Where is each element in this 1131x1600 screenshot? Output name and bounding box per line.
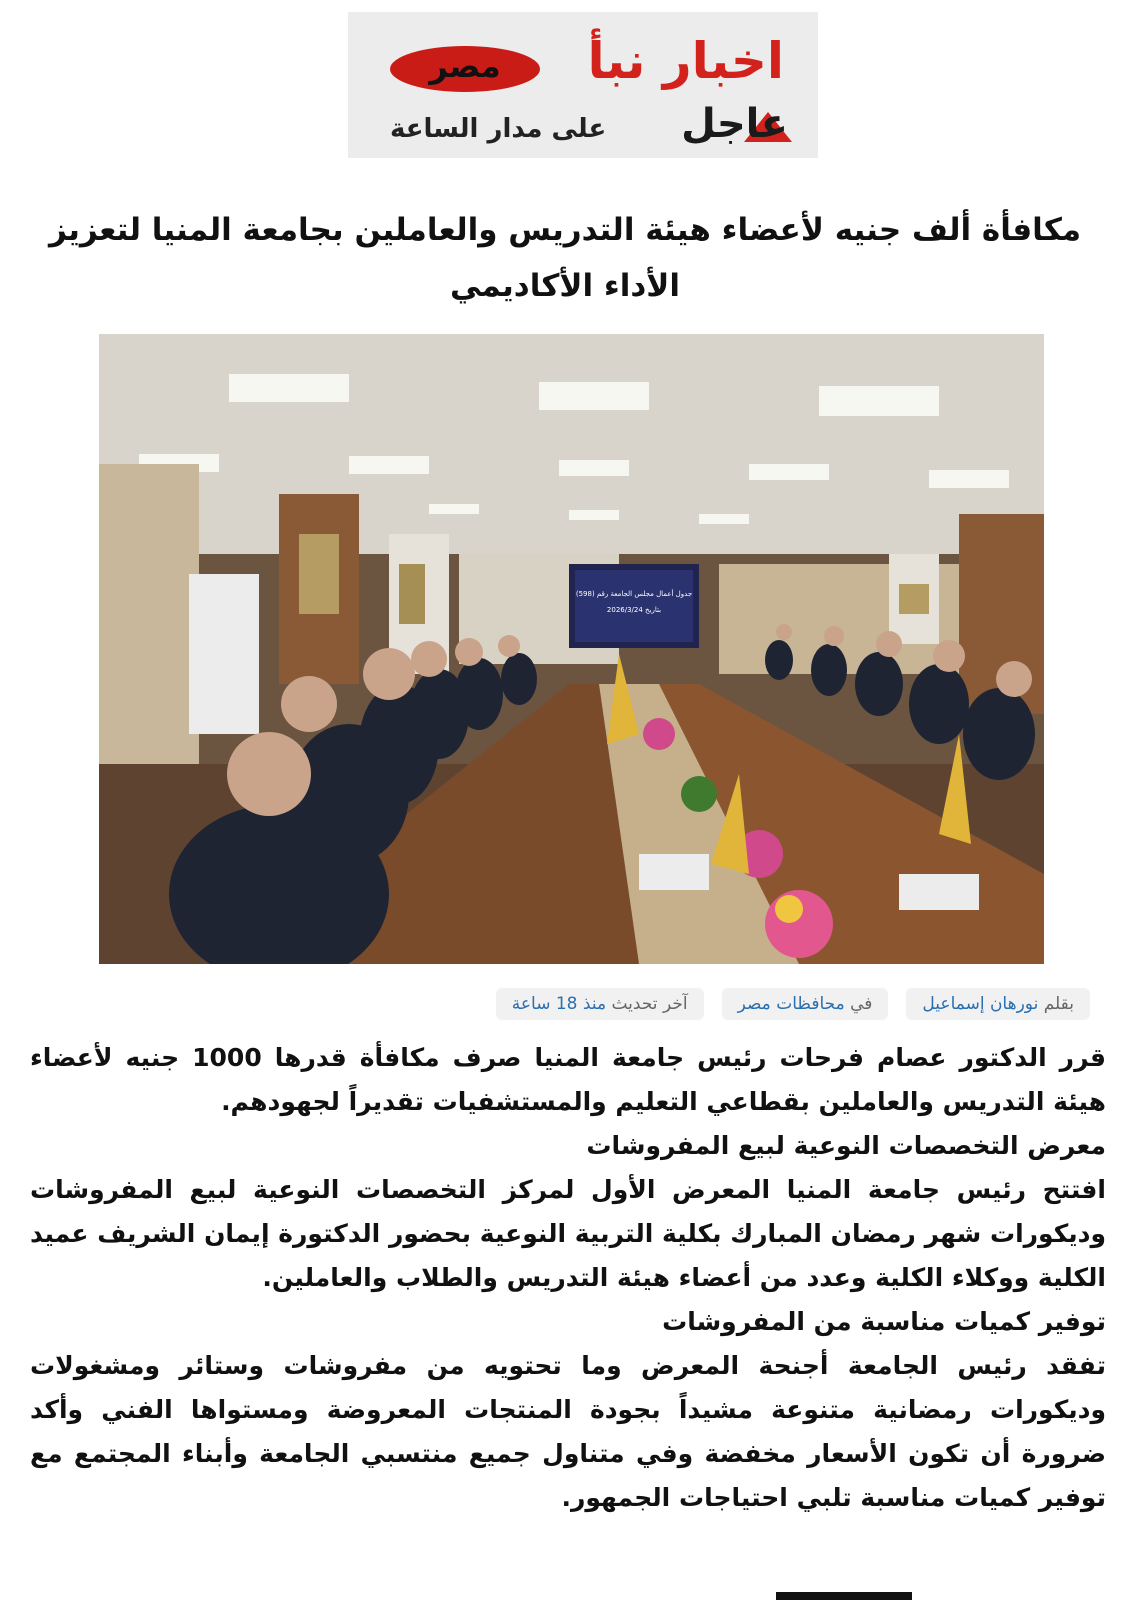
screen-title: جدول أعمال مجلس الجامعة رقم (598)	[575, 590, 693, 598]
article-meta	[40, 988, 1090, 1020]
article-body	[30, 1036, 1106, 1520]
article-photo[interactable]	[99, 334, 1044, 964]
logo-sub-text: عاجل	[681, 101, 788, 147]
updated-label: آخر تحديث	[611, 994, 688, 1014]
category-label: في	[850, 994, 873, 1014]
author-label: بقلم	[1043, 994, 1074, 1014]
category-pill[interactable]	[722, 988, 889, 1020]
subheading: معرض التخصصات النوعية لبيع المفروشات	[586, 1131, 1106, 1160]
logo-tagline: على مدار الساعة	[390, 114, 607, 144]
author-name[interactable]: نورهان إسماعيل	[922, 994, 1039, 1014]
paragraph: افتتح رئيس جامعة المنيا المعرض الأول لمركز التخصصات النوعية لبيع المفروشات وديكورات شهر رمضان المبارك بكلية التربية النوعية بحضور الدكتورة إيمان الشريف عميد الكلية ووكلاء الكلية وعدد من أعضاء هيئة التدريس والطلاب والعاملين.	[30, 1175, 1106, 1292]
updated-time: منذ 18 ساعة	[511, 994, 607, 1014]
site-logo[interactable]	[348, 12, 818, 158]
article-headline: مكافأة ألف جنيه لأعضاء هيئة التدريس والعاملين بجامعة المنيا لتعزيز الأداء الأكاديمي	[48, 212, 1082, 304]
logo-oval-text: مصر	[429, 47, 501, 85]
updated-pill	[496, 988, 704, 1020]
paragraph: تفقد رئيس الجامعة أجنحة المعرض وما تحتويه من مفروشات وستائر ومشغولات وديكورات رمضانية متنوعة مشيداً بجودة المنتجات المعروضة ومستواها الفني وأكد ضرورة أن تكون الأسعار مخفضة وفي متناول جميع منتسبي الجامعة وأبناء المجتمع مع توفير كميات مناسبة تلبي احتياجات الجمهور.	[30, 1351, 1106, 1512]
logo-main-text: اخبار نبأ	[587, 32, 784, 90]
paragraph: قرر الدكتور عصام فرحات رئيس جامعة المنيا صرف مكافأة قدرها 1000 جنيه لأعضاء هيئة التدريس والعاملين بقطاعي التعليم والمستشفيات تقديراً لجهودهم.	[30, 1043, 1106, 1116]
meeting-room-illustration	[99, 334, 1044, 964]
author-pill[interactable]	[906, 988, 1090, 1020]
screen-date: بتاريخ 2026/3/24	[606, 606, 662, 614]
category-name[interactable]: محافظات مصر	[737, 994, 845, 1014]
bottom-bar	[776, 1592, 912, 1600]
subheading: توفير كميات مناسبة من المفروشات	[662, 1307, 1106, 1336]
logo-oval	[390, 46, 540, 92]
